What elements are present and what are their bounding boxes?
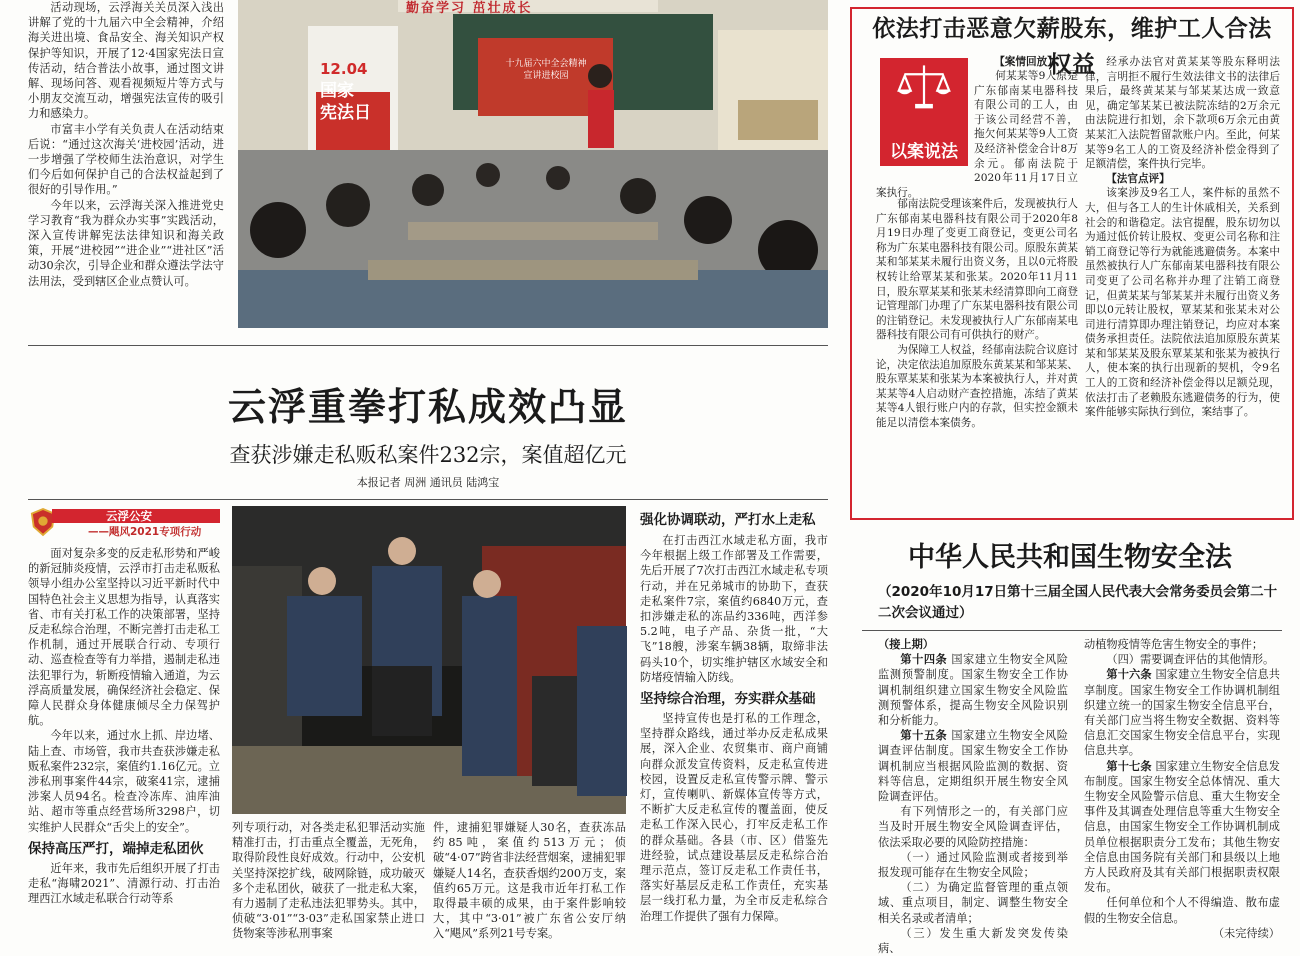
police-photo: [232, 506, 626, 814]
paragraph: 列专项行动，对各类走私犯罪活动实施精准打击，打击重点全覆盖，无死角，取得阶段性良好成效。行动中，公安机关坚持深挖扩线，破网除链，成功破灭多个走私团伙，破获了一批走私大案，有力遏制了走私违法犯罪势头。其中，侦破“3·01”“3·03”走私国家禁止进口货物案等涉私刑事案: [232, 821, 425, 941]
paragraph: 活动现场，云浮海关关员深入浅出讲解了党的十九届六中全会精神，介绍海关进出境、食品安全、海关知识产权保护等知识，开展了12·4国家宪法日宣传活动，结合普法小故事，通过图文讲解、现场问答、观看视频短片等方式与小朋友交流互动，增强宪法宣传的吸引力和感染力。: [28, 1, 224, 121]
paragraph: 为保障工人权益，经郁南法院合议庭讨论，决定依法追加原股东黄某某和邹某某、股东覃某某和张某为本案被执行人，并对黄某某等4人启动财产查控措施，冻结了黄某某等4人银行账户内的存款，但实控金额未能足以清偿本案债务。: [876, 343, 1078, 429]
section-heading: 坚持综合治理，夯实群众基础: [640, 691, 816, 708]
paragraph: 经承办法官对黄某某等股东释明法律，言明拒不履行生效法律文书的法律后果后，最终黄某某与邹某某达成一致意见，确定邹某某已被法院冻结的2万余元由法院进行扣划，余下款项6万余元由黄某某汇入法院暂留款账户内。至此，何某某等9名工人的工资及经济补偿金得到了足额清偿，案件执行完毕。: [1085, 56, 1280, 171]
case-left-body: [876, 197, 1078, 497]
case-review-text: [876, 69, 1078, 197]
smuggling-subhead: 查获涉嫌走私贩私案件232宗，案值超亿元: [229, 443, 627, 467]
law-article: 动植物疫情等危害生物安全的事件；: [1084, 638, 1264, 651]
paragraph: 坚持宣传也是打私的工作理念，坚持群众路线，通过举办反走私成果展，深入企业、农贸集市、商户商铺向群众派发宣传资料，反走私宣传进校园，设置反走私宣传警示牌、警示灯，宣传喇叭、新媒体宣传等方式，不断扩大反走私宣传的覆盖面，使反走私工作深入民心，打牢反走私工作的群众基础。各县（市、区）借鉴先进经验，试点建设基层反走私综合治理示范点，签订反走私工作责任书，落实好基层反走私工作责任，充实基层一线打私力量，为全市反走私综合治理工作提供了强有力保障。: [640, 712, 828, 923]
paragraph: 今年以来，通过水上抓、岸边堵、陆上查、市场管，我市共查获涉嫌走私贩私案件232宗，案值约1.16亿元。立涉私刑事案件44宗，破案41宗，逮捕涉案人员94名。检查冷冻库、油库油站、超市等重点经营场所3298户，切实维护人民群众“舌尖上的安全”。: [28, 729, 220, 834]
law-article: 第十五条 国家建立生物安全风险调查评估制度。国家生物安全工作协调机制应当根据风险监测的数据、资料等信息，定期组织开展生物安全风险调查评估。: [878, 728, 1068, 804]
law-article: （三）发生重大新发突发传染病、: [878, 926, 1068, 956]
paragraph: 该案涉及9名工人，案件标的虽然不大，但与各工人的生计休戚相关，关系到社会的和谐稳定。法官提醒，股东切勿以为通过低价转让股权、变更公司名称和注销工商登记等行为就能逃避债务。本案中虽然被执行人广东郁南某电器科技有限公司变更了公司名称并办理了注销工商登记，但黄某某与邹某某并未履行出资义务即以0元转让股权，覃某某和张某未对公司进行清算即办理注销登记，均应对本案债务承担责任。法院依法追加原股东黄某某和邹某某及股东覃某某和张某为被执行人，使本案的执行出现新的契机，令9名工人的工资和经济补偿金得以足额兑现，依法打击了老赖股东逃避债务的行为，使案件能够实际执行到位，案结事了。: [1085, 187, 1280, 419]
law-article: 任何单位和个人不得编造、散布虚假的生物安全信息。: [1084, 896, 1280, 925]
divider: [28, 499, 828, 500]
law-col2: [1084, 637, 1280, 947]
case-review-head: 【案情回放】: [994, 56, 1058, 68]
smuggling-col3: [433, 820, 626, 946]
paragraph: 近年来，我市先后组织开展了打击走私“海啸2021”、清源行动、打击治理西江水域走私联合行动等系: [28, 861, 220, 906]
paragraph: 面对复杂多变的反走私形势和严峻的新冠肺炎疫情，云浮市打击走私贩私领导小组办公室坚持以习近平新时代中国特色社会主义思想为指导，认真落实省、市有关打私工作的决策部署，坚持反走私综合治理，不断完善打击走私工作机制，通过开展联合行动、专项行动、巡查检查等有力举措，遏制走私违法犯罪行为，斩断疫情输入通道，为云浮高质量发展，确保经济社会稳定、保障人民群众身体健康倾尽全力保驾护航。: [28, 547, 220, 728]
law-col1: [878, 637, 1068, 956]
law-article: 第十四条 国家建立生物安全风险监测预警制度。国家生物安全工作协调机制组织建立国家生物安全风险监测预警体系，提高生物安全风险识别和分析能力。: [878, 652, 1068, 728]
smuggling-headline: 云浮重拳打私成效凸显: [227, 385, 628, 429]
paragraph: 何某某等9人原是广东郁南某电器科技有限公司的工人，由于该公司经营不善，拖欠何某某等9人工资及经济补偿金合计8万余元。郁南法院于2020年11月17日立案执行。: [876, 70, 1078, 199]
law-article: 有下列情形之一的，有关部门应当及时开展生物安全风险调查评估，依法采取必要的风险防控措施：: [878, 805, 1068, 849]
to-be-continued: （未完待续）: [1212, 926, 1280, 940]
case-title: 依法打击恶意欠薪股东，维护工人合法权益: [872, 16, 1272, 78]
section-heading: 保持高压严打，端掉走私团伙: [28, 840, 204, 857]
classroom-photo: [238, 0, 828, 328]
law-subtitle: （2020年10月17日第十三届全国人民代表大会常务委员会第二十二次会议通过）: [878, 584, 1278, 621]
case-logo-label: 以案说法: [890, 142, 958, 162]
law-title: 中华人民共和国生物安全法: [908, 542, 1232, 573]
divider: [862, 630, 1282, 631]
section-tag-label: 云浮公安: [52, 509, 220, 523]
screen-text: 十九届六中全会精神 宣讲进校园: [505, 59, 587, 81]
divider: [28, 345, 828, 346]
paragraph: 件，逮捕犯罪嫌疑人30名，查获冻品约85吨，案值约513万元；侦破“4·07”跨省非法经营烟案，逮捕犯罪嫌疑人14名，查获香烟约200万支，案值约65万元。这是我市近年打私工作取得最丰硕的成果，由于案件影响较大，其中“3·01”被广东省公安厅纳入“飓风”系列21号专案。: [433, 821, 626, 941]
continued-note: （接上期）: [878, 638, 934, 651]
paragraph: 今年以来，云浮海关深入推进党史学习教育“我为群众办实事”实践活动，深入宣传讲解宪法法律知识和海关政策，开展“进校园”“进企业”“进社区”活动30余次，引导企业和群众遵法学法守法用法，受到辖区企业点赞认可。: [28, 198, 224, 288]
paragraph: 郁南法院受理该案件后，发现被执行人广东郁南某电器科技有限公司于2020年8月19日办理了变更工商登记，变更公司名称为广东某电器科技有限公司。原股东黄某某和邹某某未履行出资义务，且以0元将股权转让给覃某某和张某。2020年11月11日，股东覃某某和张某未经清算即向工商登记管理部门办理了广东某电器科技有限公司的注销登记。未发现被执行人广东郁南某电器科技有限公司有可供执行的财产。: [876, 198, 1078, 342]
smuggling-col2: [232, 820, 425, 946]
poster-text: 12.04 国家 宪法日: [320, 60, 371, 123]
case-comment-head: 【法官点评】: [1106, 172, 1170, 185]
section-heading: 强化协调联动，严打水上走私: [640, 512, 816, 528]
paragraph: 在打击西江水域走私方面，我市今年根据上级工作部署及工作需要，先后开展了7次打击西江水域走私专项行动，并在兄弟城市的协助下，查获走私案件7宗，案值约6840万元，查扣涉嫌走私的冻品约336吨，西洋参5.2吨，电子产品、杂货一批，“大飞”18艘，涉案车辆38辆，取缔非法码头10个，切实维护辖区水域安全和防堵疫情输入防线。: [640, 534, 828, 684]
law-article: （四）需要调查评估的其他情形。: [1106, 653, 1275, 667]
paragraph: 市富丰小学有关负责人在活动结束后说：“通过这次海关‘进校园’活动，进一步增强了学校师生法治意识，对学生们今后如何保护自己的合法权益起到了很好的引导作用。”: [28, 122, 224, 197]
law-article: 第十七条 国家建立生物安全信息发布制度。国家生物安全总体情况、重大生物安全风险警示信息、重大生物安全事件及其调查处理信息等重大生物安全信息，由国家生物安全工作协调机制成员单位根据职责分工发布；其他生物安全信息由国务院有关部门和县级以上地方人民政府及其有关部门根据职责权限发布。: [1084, 758, 1280, 895]
section-tag: [28, 507, 220, 539]
top-left-article: [28, 0, 224, 330]
banner-text: 勤奋学习 茁壮成长: [406, 1, 533, 16]
case-right-body: [1085, 55, 1280, 510]
smuggling-col1: [28, 546, 220, 946]
law-article: 第十六条 国家建立生物安全信息共享制度。国家生物安全工作协调机制组织建立统一的国家生物安全信息平台，有关部门应当将生物安全数据、资料等信息汇交国家生物安全信息平台，实现信息共享。: [1084, 667, 1280, 758]
section-tag-sub: ——飓风2021专项行动: [88, 526, 202, 538]
smuggling-col4: [640, 510, 828, 946]
byline: 本报记者 周洲 通讯员 陆鸿宝: [356, 476, 500, 489]
law-article: （二）为确定监督管理的重点领域、重点项目，制定、调整生物安全相关名录或者清单；: [878, 881, 1068, 925]
law-article: （一）通过风险监测或者接到举报发现可能存在生物安全风险；: [878, 850, 1068, 880]
